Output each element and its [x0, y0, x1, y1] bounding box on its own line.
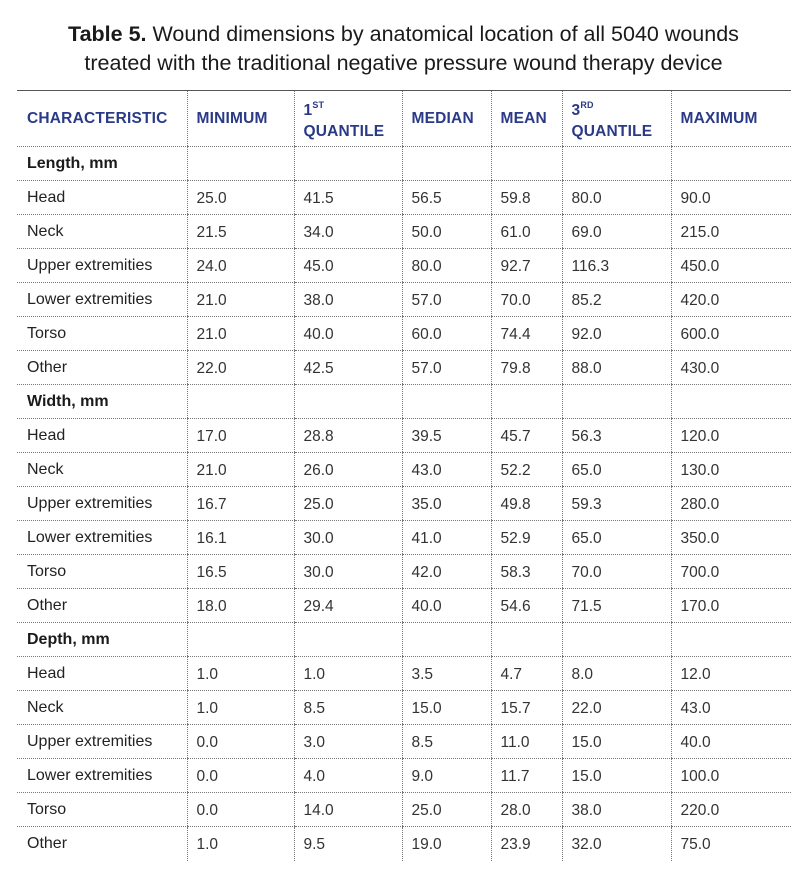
first-quantile-cell: 30.0: [294, 521, 402, 555]
header-row: [17, 91, 791, 147]
minimum-cell: 21.0: [187, 283, 294, 317]
location-cell: Neck: [17, 691, 187, 725]
mean-cell: 54.6: [491, 589, 562, 623]
minimum-cell: 21.0: [187, 453, 294, 487]
mean-cell: 49.8: [491, 487, 562, 521]
third-quantile-cell: 65.0: [562, 453, 671, 487]
first-quantile-cell: 29.4: [294, 589, 402, 623]
third-quantile-cell: 80.0: [562, 181, 671, 215]
location-cell: Other: [17, 351, 187, 385]
maximum-cell: 430.0: [671, 351, 791, 385]
median-cell: 15.0: [402, 691, 491, 725]
maximum-cell: 120.0: [671, 419, 791, 453]
third-quantile-cell: 32.0: [562, 827, 671, 861]
header-characteristic: CHARACTERISTIC: [17, 91, 187, 147]
mean-cell: 52.9: [491, 521, 562, 555]
header-q1-label: QUANTILE: [303, 122, 385, 140]
mean-cell: 61.0: [491, 215, 562, 249]
table-row: [17, 555, 791, 589]
header-q3-number: 3: [571, 101, 581, 119]
third-quantile-cell: 88.0: [562, 351, 671, 385]
location-cell: Lower extremities: [17, 521, 187, 555]
table-row: [17, 351, 791, 385]
first-quantile-cell: 28.8: [294, 419, 402, 453]
maximum-cell: 215.0: [671, 215, 791, 249]
mean-cell: 23.9: [491, 827, 562, 861]
median-cell: 60.0: [402, 317, 491, 351]
header-maximum: MAXIMUM: [671, 91, 791, 147]
median-cell: 50.0: [402, 215, 491, 249]
table-row: [17, 725, 791, 759]
first-quantile-cell: 8.5: [294, 691, 402, 725]
table-row: [17, 419, 791, 453]
section-header-row: [17, 623, 791, 657]
minimum-cell: 1.0: [187, 827, 294, 861]
table-row: [17, 793, 791, 827]
first-quantile-cell: 45.0: [294, 249, 402, 283]
location-cell: Upper extremities: [17, 249, 187, 283]
maximum-cell: 700.0: [671, 555, 791, 589]
header-mean: MEAN: [491, 91, 562, 147]
header-minimum: MINIMUM: [187, 91, 294, 147]
third-quantile-cell: 69.0: [562, 215, 671, 249]
table-row: [17, 317, 791, 351]
empty-cell: [187, 623, 294, 657]
section-header-row: [17, 147, 791, 181]
first-quantile-cell: 40.0: [294, 317, 402, 351]
location-cell: Torso: [17, 793, 187, 827]
header-median: MEDIAN: [402, 91, 491, 147]
maximum-cell: 220.0: [671, 793, 791, 827]
minimum-cell: 1.0: [187, 691, 294, 725]
table-row: [17, 657, 791, 691]
third-quantile-cell: 85.2: [562, 283, 671, 317]
empty-cell: [562, 385, 671, 419]
location-cell: Lower extremities: [17, 759, 187, 793]
maximum-cell: 600.0: [671, 317, 791, 351]
third-quantile-cell: 116.3: [562, 249, 671, 283]
location-cell: Head: [17, 419, 187, 453]
mean-cell: 11.0: [491, 725, 562, 759]
section-header-row: [17, 385, 791, 419]
maximum-cell: 450.0: [671, 249, 791, 283]
empty-cell: [402, 623, 491, 657]
table-body: [17, 147, 791, 861]
table-row: [17, 249, 791, 283]
median-cell: 56.5: [402, 181, 491, 215]
third-quantile-cell: 8.0: [562, 657, 671, 691]
minimum-cell: 18.0: [187, 589, 294, 623]
location-cell: Neck: [17, 453, 187, 487]
location-cell: Other: [27, 834, 68, 852]
mean-cell: 74.4: [491, 317, 562, 351]
first-quantile-cell: 9.5: [294, 827, 402, 861]
header-first-quantile: [294, 91, 402, 147]
mean-cell: 59.8: [491, 181, 562, 215]
minimum-cell: 0.0: [187, 725, 294, 759]
empty-cell: [671, 147, 791, 181]
location-cell: Other: [17, 589, 187, 623]
first-quantile-cell: 14.0: [294, 793, 402, 827]
minimum-cell: 16.7: [187, 487, 294, 521]
location-cell: Torso: [17, 317, 187, 351]
minimum-cell: 25.0: [187, 181, 294, 215]
header-q1-number: 1: [303, 101, 313, 119]
first-quantile-cell: 25.0: [294, 487, 402, 521]
minimum-cell: 24.0: [187, 249, 294, 283]
wound-dimensions-table: [17, 90, 791, 861]
third-quantile-cell: 92.0: [562, 317, 671, 351]
mean-cell: 58.3: [491, 555, 562, 589]
minimum-cell: 21.0: [187, 317, 294, 351]
minimum-cell: 1.0: [187, 657, 294, 691]
empty-cell: [402, 147, 491, 181]
maximum-cell: 350.0: [671, 521, 791, 555]
mean-cell: 15.7: [491, 691, 562, 725]
median-cell: 57.0: [402, 351, 491, 385]
median-cell: 41.0: [402, 521, 491, 555]
minimum-cell: 22.0: [187, 351, 294, 385]
mean-cell: 79.8: [491, 351, 562, 385]
first-quantile-cell: 30.0: [294, 555, 402, 589]
first-quantile-cell: 26.0: [294, 453, 402, 487]
median-cell: 8.5: [402, 725, 491, 759]
mean-cell: 70.0: [491, 283, 562, 317]
location-cell: Upper extremities: [17, 725, 187, 759]
mean-cell: 11.7: [491, 759, 562, 793]
section-title: Length, mm: [17, 147, 187, 181]
maximum-cell: 75.0: [671, 827, 791, 861]
third-quantile-cell: 56.3: [562, 419, 671, 453]
table-row: [17, 759, 791, 793]
table-caption: [0, 20, 807, 78]
mean-cell: 28.0: [491, 793, 562, 827]
empty-cell: [491, 147, 562, 181]
caption-text-2: treated with the traditional negative pressure wound therapy device: [84, 51, 723, 75]
first-quantile-cell: 4.0: [294, 759, 402, 793]
maximum-cell: 43.0: [671, 691, 791, 725]
empty-cell: [671, 623, 791, 657]
median-cell: 3.5: [402, 657, 491, 691]
first-quantile-cell: 38.0: [294, 283, 402, 317]
median-cell: 42.0: [402, 555, 491, 589]
location-cell: Upper extremities: [17, 487, 187, 521]
third-quantile-cell: 38.0: [562, 793, 671, 827]
minimum-cell: 0.0: [187, 793, 294, 827]
location-cell: Head: [17, 657, 187, 691]
empty-cell: [671, 385, 791, 419]
location-cell: Neck: [17, 215, 187, 249]
header-q3-suffix: RD: [580, 99, 594, 110]
empty-cell: [294, 623, 402, 657]
median-cell: 35.0: [402, 487, 491, 521]
maximum-cell: 170.0: [671, 589, 791, 623]
table-row: [17, 691, 791, 725]
empty-cell: [491, 623, 562, 657]
third-quantile-cell: 59.3: [562, 487, 671, 521]
median-cell: 25.0: [402, 793, 491, 827]
median-cell: 9.0: [402, 759, 491, 793]
maximum-cell: 100.0: [671, 759, 791, 793]
first-quantile-cell: 3.0: [294, 725, 402, 759]
empty-cell: [562, 623, 671, 657]
mean-cell: 92.7: [491, 249, 562, 283]
third-quantile-cell: 65.0: [562, 521, 671, 555]
mean-cell: 4.7: [491, 657, 562, 691]
maximum-cell: 130.0: [671, 453, 791, 487]
header-q3-label: QUANTILE: [571, 122, 653, 140]
first-quantile-cell: 1.0: [294, 657, 402, 691]
third-quantile-cell: 71.5: [562, 589, 671, 623]
table-row: [17, 827, 791, 861]
median-cell: 80.0: [402, 249, 491, 283]
third-quantile-cell: 15.0: [562, 759, 671, 793]
minimum-cell: 16.1: [187, 521, 294, 555]
table-row: [17, 453, 791, 487]
third-quantile-cell: 70.0: [562, 555, 671, 589]
maximum-cell: 12.0: [671, 657, 791, 691]
first-quantile-cell: 42.5: [294, 351, 402, 385]
table-row: [17, 589, 791, 623]
empty-cell: [491, 385, 562, 419]
empty-cell: [294, 147, 402, 181]
caption-label: Table 5.: [68, 22, 147, 46]
empty-cell: [187, 147, 294, 181]
median-cell: 57.0: [402, 283, 491, 317]
median-cell: 39.5: [402, 419, 491, 453]
minimum-cell: 17.0: [187, 419, 294, 453]
median-cell: 19.0: [402, 827, 491, 861]
third-quantile-cell: 15.0: [562, 725, 671, 759]
table-row: [17, 181, 791, 215]
location-cell: Torso: [17, 555, 187, 589]
minimum-cell: 21.5: [187, 215, 294, 249]
table-row: [17, 215, 791, 249]
empty-cell: [562, 147, 671, 181]
mean-cell: 45.7: [491, 419, 562, 453]
section-title: Depth, mm: [17, 623, 187, 657]
median-cell: 43.0: [402, 453, 491, 487]
empty-cell: [187, 385, 294, 419]
first-quantile-cell: 41.5: [294, 181, 402, 215]
table-row: [17, 487, 791, 521]
third-quantile-cell: 22.0: [562, 691, 671, 725]
header-third-quantile: [562, 91, 671, 147]
maximum-cell: 40.0: [671, 725, 791, 759]
section-title: Width, mm: [17, 385, 187, 419]
table-row: [17, 521, 791, 555]
caption-text-1: Wound dimensions by anatomical location of all 5040 wounds: [152, 22, 739, 46]
maximum-cell: 280.0: [671, 487, 791, 521]
first-quantile-cell: 34.0: [294, 215, 402, 249]
location-cell: Lower extremities: [17, 283, 187, 317]
table-row: [17, 283, 791, 317]
caption-line-1: [0, 20, 807, 49]
mean-cell: 52.2: [491, 453, 562, 487]
header-q1-suffix: ST: [312, 99, 325, 110]
empty-cell: [402, 385, 491, 419]
minimum-cell: 0.0: [187, 759, 294, 793]
maximum-cell: 420.0: [671, 283, 791, 317]
location-cell: Head: [17, 181, 187, 215]
empty-cell: [294, 385, 402, 419]
median-cell: 40.0: [402, 589, 491, 623]
minimum-cell: 16.5: [187, 555, 294, 589]
maximum-cell: 90.0: [671, 181, 791, 215]
